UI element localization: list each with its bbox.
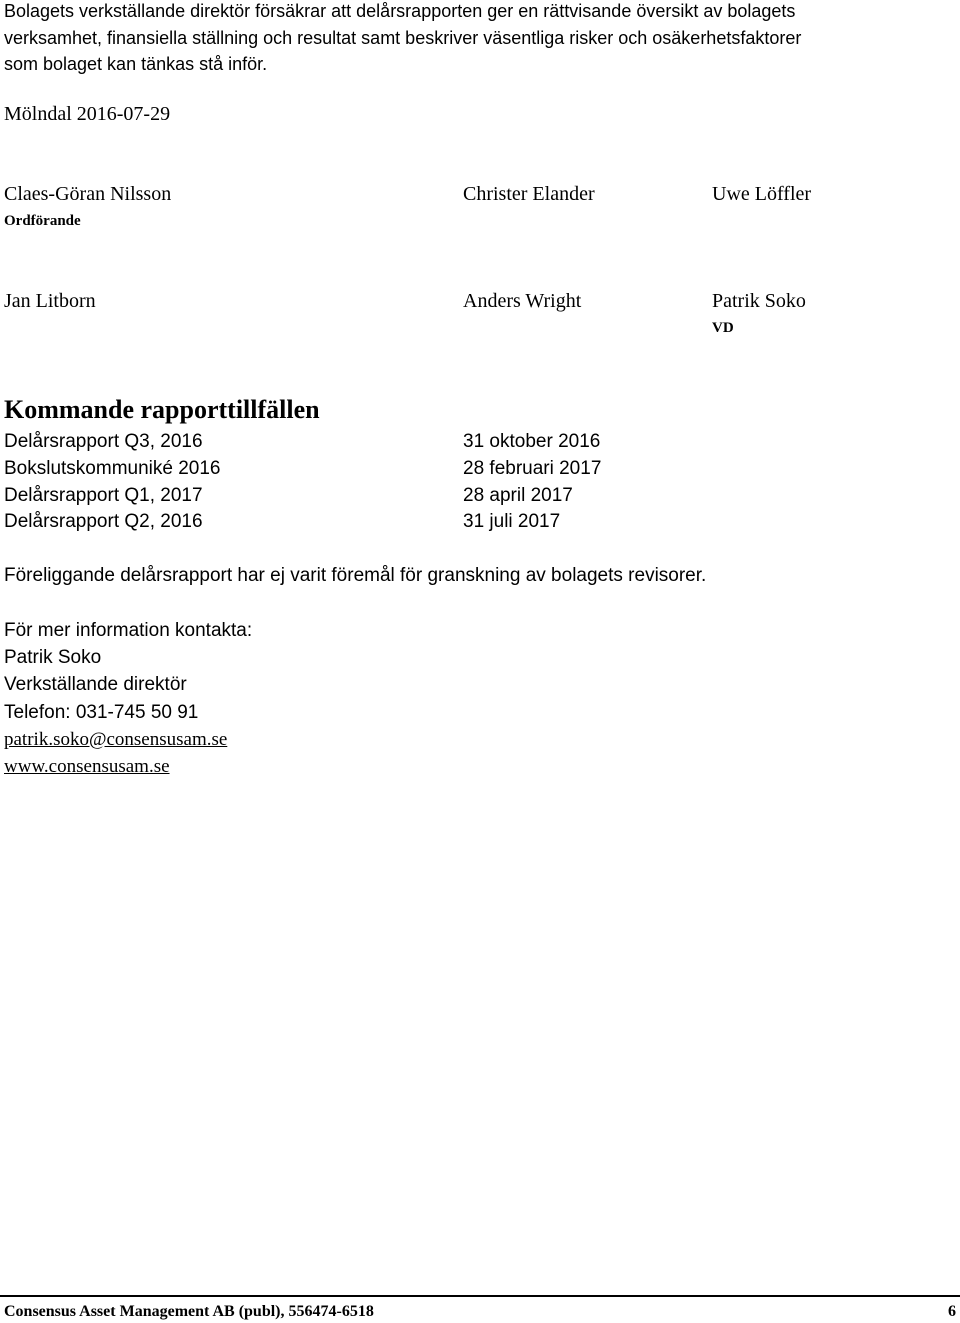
signature-name-loffler: Uwe Löffler <box>712 183 812 205</box>
schedule-label: Delårsrapport Q2, 2016 <box>4 511 203 532</box>
schedule-date: 31 juli 2017 <box>463 511 561 532</box>
intro-line: som bolaget kan tänkas stå inför. <box>4 54 268 74</box>
signature-name-nilsson: Claes-Göran Nilsson <box>4 183 172 205</box>
schedule-label: Delårsrapport Q3, 2016 <box>4 431 203 452</box>
signature-role-ordforande: Ordförande <box>4 213 81 229</box>
signature-name-elander: Christer Elander <box>463 183 595 205</box>
review-note: Föreliggande delårsrapport har ej varit föremål för granskning av bolagets revisorer. <box>4 565 707 586</box>
schedule-date: 28 april 2017 <box>463 485 573 506</box>
schedule-heading: Kommande rapporttillfällen <box>4 395 320 424</box>
contact-name: Patrik Soko <box>4 647 102 669</box>
contact-intro: För mer information kontakta: <box>4 620 253 641</box>
signature-name-litborn: Jan Litborn <box>4 290 96 312</box>
schedule-date: 31 oktober 2016 <box>463 431 601 452</box>
schedule-label: Delårsrapport Q1, 2017 <box>4 485 203 506</box>
page-number: 6 <box>948 1303 956 1320</box>
intro-line: Bolagets verkställande direktör försäkrar att delårsrapporten ger en rättvisande översikt av bolagets <box>4 1 796 21</box>
schedule-label: Bokslutskommuniké 2016 <box>4 458 221 479</box>
contact-email-link[interactable]: patrik.soko@consensusam.se <box>4 728 228 750</box>
contact-block <box>4 617 252 780</box>
signature-name-wright: Anders Wright <box>463 290 582 312</box>
contact-title: Verkställande direktör <box>4 674 187 696</box>
place-date: Mölndal 2016-07-29 <box>4 103 171 125</box>
footer-divider <box>0 1295 960 1297</box>
schedule-date: 28 februari 2017 <box>463 458 602 479</box>
intro-line: verksamhet, finansiella ställning och resultat samt beskriver väsentliga risker och osäkerhetsfaktorer <box>4 27 802 48</box>
footer-company: Consensus Asset Management AB (publ), 556474-6518 <box>4 1303 374 1320</box>
contact-website-link[interactable]: www.consensusam.se <box>4 756 170 778</box>
intro-paragraph <box>4 0 801 78</box>
signature-name-soko: Patrik Soko <box>712 290 806 312</box>
signature-role-vd: VD <box>712 320 734 336</box>
contact-phone: Telefon: 031-745 50 91 <box>4 701 199 723</box>
